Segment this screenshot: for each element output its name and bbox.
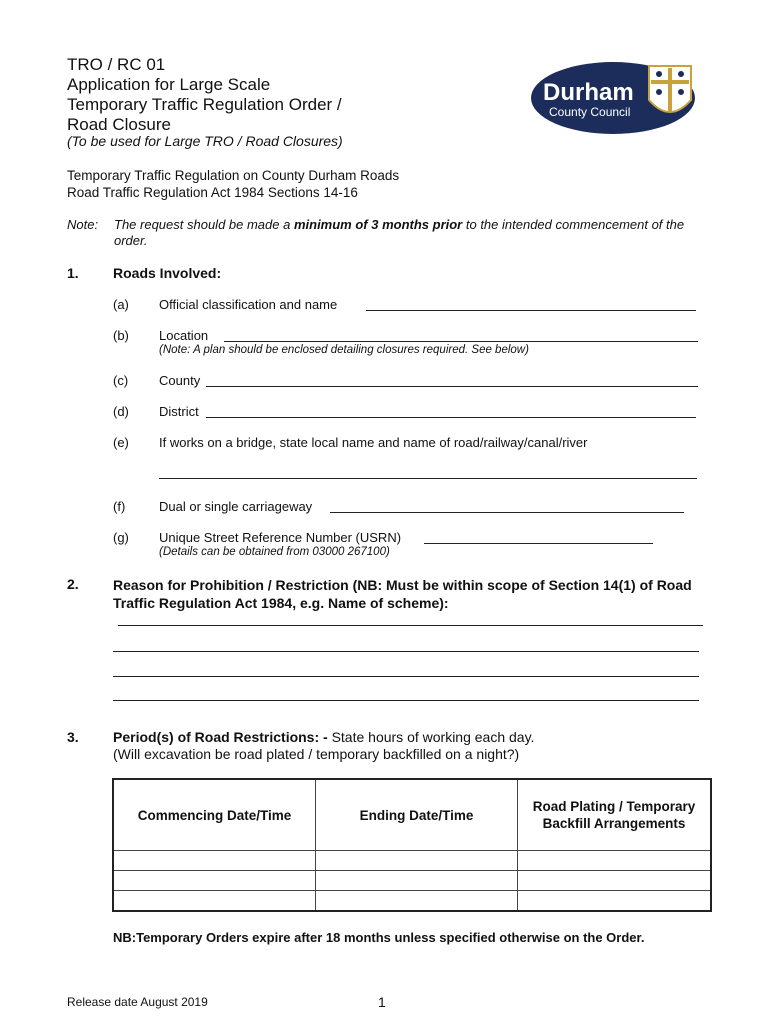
release-date: Release date August 2019: [67, 995, 208, 1009]
item-d-label: (d): [113, 404, 129, 419]
item-g-label: (g): [113, 530, 129, 545]
reason-input-line-1[interactable]: [118, 625, 703, 626]
nb-expiry-note: NB:Temporary Orders expire after 18 months unless specified otherwise on the Order.: [113, 930, 645, 945]
durham-county-council-logo: [531, 60, 701, 136]
item-a-text: Official classification and name: [159, 297, 338, 312]
table-cell[interactable]: [113, 871, 316, 891]
item-c-label: (c): [113, 373, 129, 388]
section-3-subtitle: (Will excavation be road plated / temporary backfilled on a night?): [113, 746, 520, 762]
title-line: Temporary Traffic Regulation Order /: [67, 95, 342, 114]
reason-input-line-2[interactable]: [113, 651, 699, 652]
note-label: Note:: [67, 217, 99, 232]
reason-input-line-3[interactable]: [113, 676, 699, 677]
item-e-input-line[interactable]: [159, 478, 697, 479]
item-c-input-line[interactable]: [206, 386, 698, 387]
table-cell[interactable]: [316, 871, 518, 891]
item-f-input-line[interactable]: [330, 512, 684, 513]
item-f-label: (f): [113, 499, 126, 514]
section-3-title: [113, 729, 534, 763]
logo-brand-text: Durham: [543, 79, 634, 106]
item-b-input-line[interactable]: [224, 341, 698, 342]
table-cell[interactable]: [518, 851, 712, 871]
note-text-emphasis: minimum of 3 months prior: [293, 217, 463, 232]
section-3-number: 3.: [67, 729, 79, 745]
table-row: [113, 891, 711, 912]
table-cell[interactable]: [518, 891, 712, 912]
item-d-input-line[interactable]: [206, 417, 696, 418]
item-e-label: (e): [113, 435, 129, 450]
page-number: 1: [378, 994, 386, 1010]
table-cell[interactable]: [316, 851, 518, 871]
item-c-text: County: [159, 373, 201, 388]
item-e-text: If works on a bridge, state local name and name of road/railway/canal/river: [159, 435, 588, 450]
item-g-note: (Details can be obtained from 03000 267100): [159, 546, 390, 558]
plating-header: Road Plating / Temporary Backfill Arrangements: [518, 779, 712, 851]
document-subtitle: (To be used for Large TRO / Road Closures): [67, 133, 343, 149]
table-header-row: [113, 779, 711, 851]
item-b-note: (Note: A plan should be enclosed detailing closures required. See below): [159, 344, 529, 356]
restriction-periods-table: [112, 778, 712, 912]
section-2-title: Reason for Prohibition / Restriction (NB: Must be within scope of Section 14(1) of Road Traffic Regulation Act 1984, e.g. Name of scheme):: [113, 577, 692, 611]
table-cell[interactable]: [518, 871, 712, 891]
item-a-label: (a): [113, 297, 129, 312]
section-3-title-rest: State hours of working each day.: [327, 729, 535, 745]
section-1-title: Roads Involved:: [113, 265, 222, 281]
note-text-start: The request should be made a: [114, 217, 294, 232]
ending-header: Ending Date/Time: [316, 779, 518, 851]
section-3-title-bold: Period(s) of Road Restrictions: -: [113, 729, 328, 745]
section-2-number: 2.: [67, 576, 79, 592]
title-line: TRO / RC 01: [67, 55, 166, 74]
item-d-text: District: [159, 404, 199, 419]
item-a-input-line[interactable]: [366, 310, 696, 311]
title-line: Road Closure: [67, 115, 171, 134]
commencing-header: Commencing Date/Time: [113, 779, 316, 851]
table-cell[interactable]: [316, 891, 518, 912]
logo-sub-text: County Council: [549, 105, 631, 119]
intro-text: [67, 167, 399, 201]
table-row: [113, 851, 711, 871]
intro-line: Temporary Traffic Regulation on County Durham Roads: [67, 168, 400, 183]
item-b-text: Location: [159, 328, 209, 343]
item-g-input-line[interactable]: [424, 543, 653, 544]
coat-of-arms-icon: [649, 66, 691, 112]
document-title: [67, 55, 342, 135]
note-text-end: to the intended commencement of the order.: [114, 217, 685, 248]
title-line: Application for Large Scale: [67, 75, 271, 94]
table-row: [113, 871, 711, 891]
item-f-text: Dual or single carriageway: [159, 499, 313, 514]
note-text: [114, 217, 714, 249]
reason-input-line-4[interactable]: [113, 700, 699, 701]
item-g-text: Unique Street Reference Number (USRN): [159, 530, 402, 545]
table-cell[interactable]: [113, 851, 316, 871]
table-cell[interactable]: [113, 891, 316, 912]
section-1-number: 1.: [67, 265, 79, 281]
intro-line: Road Traffic Regulation Act 1984 Sections 14-16: [67, 185, 358, 200]
item-b-label: (b): [113, 328, 129, 343]
